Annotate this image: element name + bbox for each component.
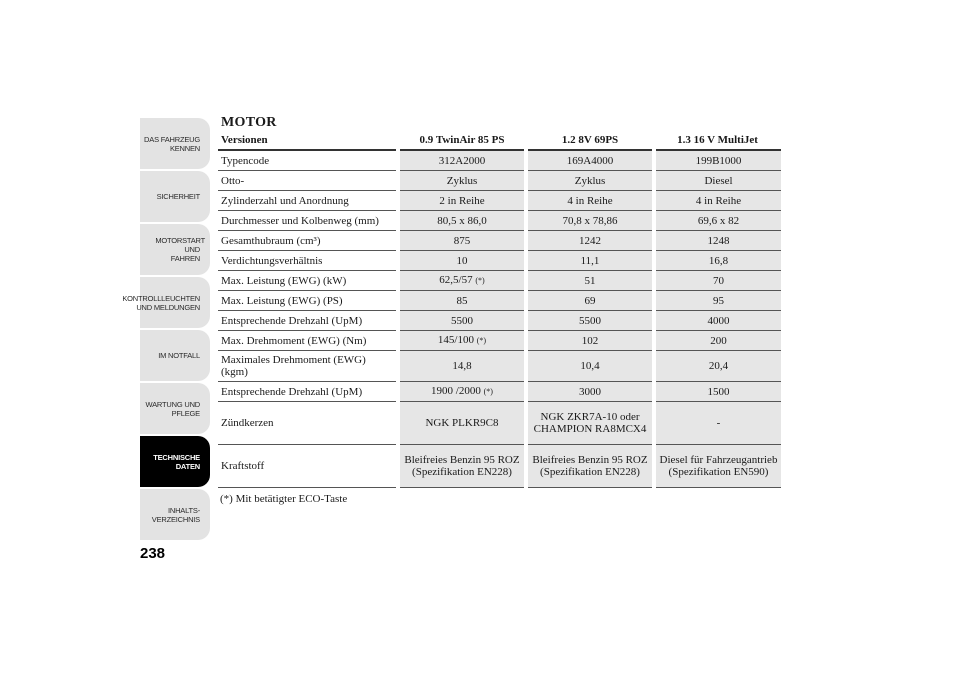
tab-wartung-und-pflege[interactable] [140,383,210,434]
cell-value: 4 in Reihe [654,191,781,211]
header-8v: 1.2 8V 69PS [526,130,654,150]
table-header-row [218,130,781,150]
table-row [218,311,781,331]
cell-value [398,271,526,291]
table-row [218,331,781,351]
cell-value: 5500 [398,311,526,331]
cell-value: Bleifreies Benzin 95 ROZ (Spezifikation EN228) [526,445,654,488]
cell-value: 69,6 x 82 [654,211,781,231]
tab-label-line1: WARTUNG UND [145,399,200,409]
tab-technische-daten[interactable] [140,436,210,487]
row-label: Kraftstoff [218,445,398,488]
header-versionen: Versionen [218,130,398,150]
tab-label-line2: KENNEN [169,143,200,153]
cell-value: 3000 [526,382,654,402]
cell-value: 1242 [526,231,654,251]
tab-label-line2: UND MELDUNGEN [136,302,200,312]
engine-spec-table [218,130,781,488]
section-title: MOTOR [221,115,277,130]
cell-value: 10 [398,251,526,271]
cell-value [398,382,526,402]
tab-label-line2: PFLEGE [171,408,200,418]
cell-value: 95 [654,291,781,311]
header-twinair: 0.9 TwinAir 85 PS [398,130,526,150]
tab-label-line1: SICHERHEIT [156,192,200,201]
cell-value: 14,8 [398,351,526,382]
page-number: 238 [140,545,166,562]
row-label: Max. Leistung (EWG) (PS) [218,291,398,311]
table-row [218,150,781,171]
tab-sicherheit[interactable] [140,171,210,222]
cell-value: - [654,402,781,445]
tab-label-line1: INHALTS- [167,505,200,515]
cell-main: 1900 /2000 [431,385,481,397]
tab-motorstart-und-fahren[interactable] [140,224,210,275]
cell-value: 4 in Reihe [526,191,654,211]
tab-label-line1: KONTROLLLEUCHTEN [122,293,200,303]
cell-value: 1500 [654,382,781,402]
table-row [218,271,781,291]
tab-label-line1: IM NOTFALL [158,351,200,360]
tab-das-fahrzeug-kennen[interactable] [140,118,210,169]
tab-label-line2: VERZEICHNIS [151,514,200,524]
table-row [218,211,781,231]
tab-im-notfall[interactable] [140,330,210,381]
cell-value: Zyklus [398,171,526,191]
tab-label-line2: FAHREN [170,254,200,263]
table-row [218,402,781,445]
cell-value: 70,8 x 78,86 [526,211,654,231]
cell-value: 70 [654,271,781,291]
cell-value: 102 [526,331,654,351]
row-label: Verdichtungsverhältnis [218,251,398,271]
cell-value: 11,1 [526,251,654,271]
cell-value: 2 in Reihe [398,191,526,211]
row-label: Typencode [218,150,398,171]
cell-value: 312A2000 [398,150,526,171]
cell-value: 85 [398,291,526,311]
row-label: Maximales Drehmoment (EWG) (kgm) [218,351,398,382]
cell-value: 69 [526,291,654,311]
row-label: Zündkerzen [218,402,398,445]
cell-value [398,331,526,351]
cell-value: 4000 [654,311,781,331]
cell-value: 80,5 x 86,0 [398,211,526,231]
tab-label-line1: MOTORSTART UND [155,236,205,254]
footnote-marker: (*) [475,276,485,285]
table-row [218,191,781,211]
tab-label-line1: TECHNISCHE [153,452,200,462]
table-row [218,251,781,271]
footnote-marker: (*) [483,387,493,396]
cell-value: NGK ZKR7A-10 oder CHAMPION RA8MCX4 [526,402,654,445]
table-row [218,382,781,402]
footnote: (*) Mit betätigter ECO-Taste [220,493,348,505]
row-label: Entsprechende Drehzahl (UpM) [218,311,398,331]
cell-main: 145/100 [437,334,474,346]
cell-value: 1248 [654,231,781,251]
cell-value: Diesel [654,171,781,191]
tab-inhaltsverzeichnis[interactable] [140,489,210,540]
row-label: Durchmesser und Kolbenweg (mm) [218,211,398,231]
tab-kontrollleuchten-und-meldungen[interactable] [122,277,210,328]
table-row [218,231,781,251]
tab-label-line1: DAS FAHRZEUG [144,134,200,144]
cell-value: 169A4000 [526,150,654,171]
tab-label-line2: DATEN [175,461,200,471]
row-label: Max. Drehmoment (EWG) (Nm) [218,331,398,351]
header-multijet: 1.3 16 V MultiJet [654,130,781,150]
table-row [218,445,781,488]
cell-value: Zyklus [526,171,654,191]
row-label: Gesamthubraum (cm³) [218,231,398,251]
row-label: Max. Leistung (EWG) (kW) [218,271,398,291]
cell-value: 16,8 [654,251,781,271]
footnote-marker: (*) [476,336,487,345]
table-row [218,291,781,311]
row-label: Entsprechende Drehzahl (UpM) [218,382,398,402]
cell-value: Diesel für Fahrzeugantrieb (Spezifikation EN590) [654,445,781,488]
cell-value: 5500 [526,311,654,331]
cell-value: NGK PLKR9C8 [398,402,526,445]
cell-value: 199B1000 [654,150,781,171]
row-label: Zylinderzahl und Anordnung [218,191,398,211]
row-label: Otto- [218,171,398,191]
cell-value: 20,4 [654,351,781,382]
cell-value: Bleifreies Benzin 95 ROZ (Spezifikation EN228) [398,445,526,488]
cell-main: 62,5/57 [439,274,473,286]
cell-value: 875 [398,231,526,251]
table-row [218,171,781,191]
table-row [218,351,781,382]
cell-value: 51 [526,271,654,291]
cell-value: 10,4 [526,351,654,382]
cell-value: 200 [654,331,781,351]
